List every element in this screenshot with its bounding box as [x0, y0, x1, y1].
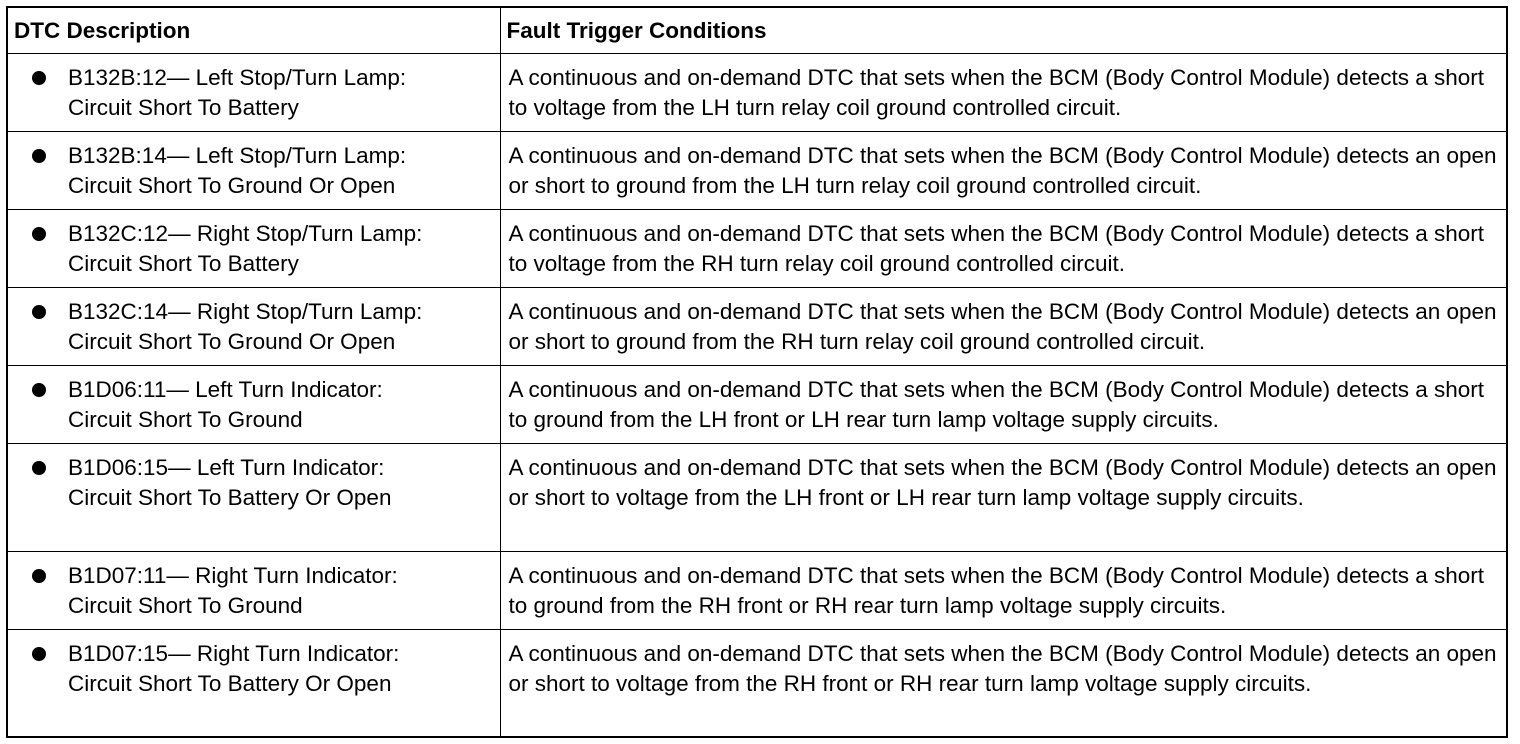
- dtc-code-subtitle: Circuit Short To Ground Or Open: [68, 328, 396, 354]
- dtc-description-cell: [7, 443, 500, 551]
- bullet-icon: [32, 71, 46, 85]
- bullet-icon: [32, 569, 46, 583]
- dtc-description-cell: [7, 287, 500, 365]
- dtc-description-cell: [7, 551, 500, 629]
- table-row: [7, 287, 1507, 365]
- dtc-table: [6, 6, 1508, 738]
- fault-condition-cell: A continuous and on-demand DTC that sets when the BCM (Body Control Module) detects an open or short to ground from the RH turn relay coil ground controlled circuit.: [500, 287, 1507, 365]
- bullet-icon: [32, 461, 46, 475]
- bullet-icon: [32, 227, 46, 241]
- dtc-description-cell: [7, 629, 500, 737]
- table-row: [7, 131, 1507, 209]
- table-row: [7, 629, 1507, 737]
- dtc-description-cell: [7, 53, 500, 131]
- bullet-icon: [32, 647, 46, 661]
- dtc-code-title: B1D07:15— Right Turn Indicator:: [68, 640, 400, 666]
- fault-condition-cell: A continuous and on-demand DTC that sets when the BCM (Body Control Module) detects a short to ground from the LH front or LH rear turn lamp voltage supply circuits.: [500, 365, 1507, 443]
- dtc-code-subtitle: Circuit Short To Battery Or Open: [68, 484, 392, 510]
- fault-condition-cell: A continuous and on-demand DTC that sets when the BCM (Body Control Module) detects an open or short to voltage from the RH front or RH rear turn lamp voltage supply circuits.: [500, 629, 1507, 737]
- bullet-icon: [32, 149, 46, 163]
- bullet-icon: [32, 383, 46, 397]
- fault-condition-cell: A continuous and on-demand DTC that sets when the BCM (Body Control Module) detects a short to voltage from the LH turn relay coil ground controlled circuit.: [500, 53, 1507, 131]
- dtc-code-subtitle: Circuit Short To Ground: [68, 592, 303, 618]
- dtc-code-subtitle: Circuit Short To Battery: [68, 250, 299, 276]
- fault-condition-cell: A continuous and on-demand DTC that sets when the BCM (Body Control Module) detects an open or short to voltage from the LH front or LH rear turn lamp voltage supply circuits.: [500, 443, 1507, 551]
- dtc-description-cell: [7, 131, 500, 209]
- header-fault-trigger-conditions: Fault Trigger Conditions: [500, 7, 1507, 53]
- dtc-code-subtitle: Circuit Short To Ground Or Open: [68, 172, 396, 198]
- dtc-code-subtitle: Circuit Short To Ground: [68, 406, 303, 432]
- dtc-code-title: B132B:12— Left Stop/Turn Lamp:: [68, 64, 407, 90]
- header-dtc-description: DTC Description: [7, 7, 500, 53]
- dtc-description-cell: [7, 365, 500, 443]
- fault-condition-cell: A continuous and on-demand DTC that sets when the BCM (Body Control Module) detects a short to ground from the RH front or RH rear turn lamp voltage supply circuits.: [500, 551, 1507, 629]
- table-row: [7, 365, 1507, 443]
- table-header-row: [7, 7, 1507, 53]
- table-row: [7, 443, 1507, 551]
- table-row: [7, 53, 1507, 131]
- fault-condition-cell: A continuous and on-demand DTC that sets when the BCM (Body Control Module) detects a short to voltage from the RH turn relay coil ground controlled circuit.: [500, 209, 1507, 287]
- dtc-code-subtitle: Circuit Short To Battery Or Open: [68, 670, 392, 696]
- fault-condition-cell: A continuous and on-demand DTC that sets when the BCM (Body Control Module) detects an open or short to ground from the LH turn relay coil ground controlled circuit.: [500, 131, 1507, 209]
- table-row: [7, 209, 1507, 287]
- dtc-description-cell: [7, 209, 500, 287]
- bullet-icon: [32, 305, 46, 319]
- dtc-code-title: B132B:14— Left Stop/Turn Lamp:: [68, 142, 407, 168]
- dtc-code-title: B1D06:11— Left Turn Indicator:: [68, 376, 383, 402]
- dtc-code-title: B1D07:11— Right Turn Indicator:: [68, 562, 398, 588]
- dtc-code-subtitle: Circuit Short To Battery: [68, 94, 299, 120]
- dtc-code-title: B1D06:15— Left Turn Indicator:: [68, 454, 385, 480]
- dtc-code-title: B132C:14— Right Stop/Turn Lamp:: [68, 298, 423, 324]
- table-row: [7, 551, 1507, 629]
- dtc-table-wrapper: [6, 6, 1506, 738]
- dtc-code-title: B132C:12— Right Stop/Turn Lamp:: [68, 220, 423, 246]
